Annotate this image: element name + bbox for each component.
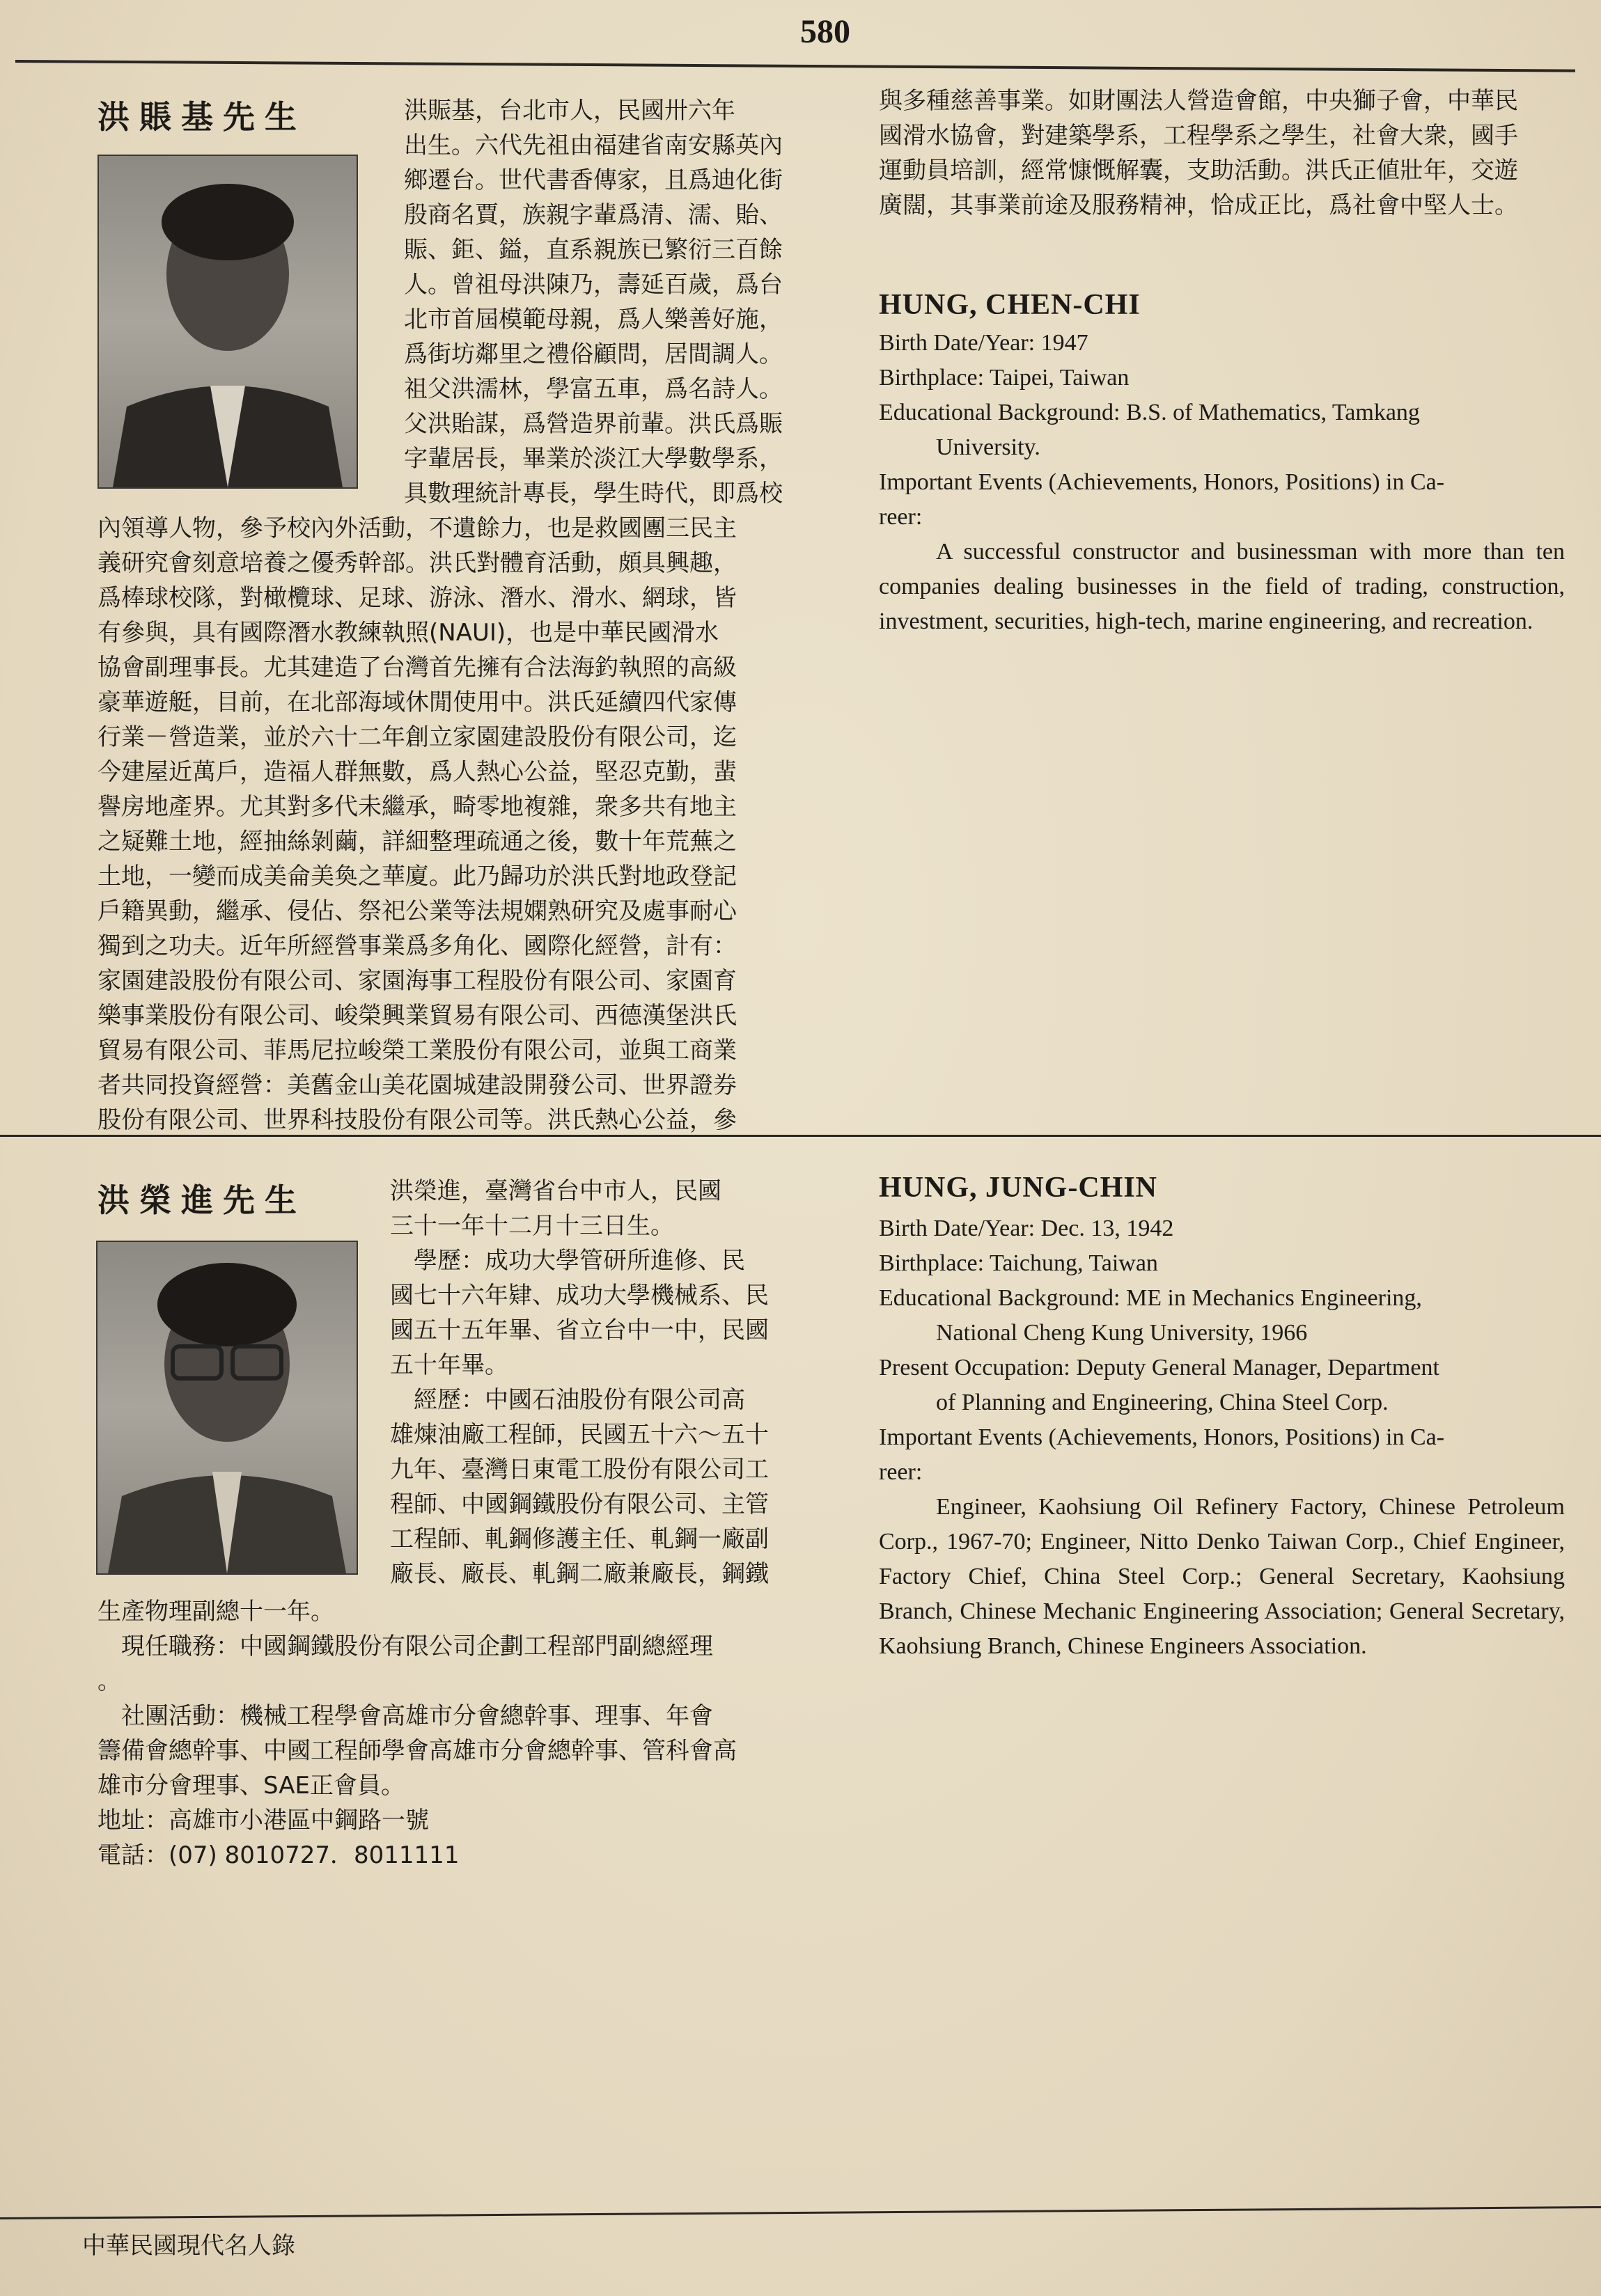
portrait-silhouette-icon (99, 156, 357, 487)
entry2-birthplace: Birthplace: Taichung, Taiwan (879, 1250, 1158, 1276)
entry1-bio-cn-lead: 洪賑基，台北市人，民國卅六年 出生。六代先祖由福建省南安縣英內 鄉遷台。世代書香傳家，且爲迪化街 殷商名賈，族親字輩爲清、濡、貽、 賑、鉅、鎰，直系親族已繁衍三百餘 人。曾祖母洪陳乃，壽延百歲，爲台 北市首屆模範母親，爲人樂善好施， 爲街坊鄰里之禮俗顧問，居間調人。 祖父洪濡林，學富五車，爲名詩人。 父洪貽謀，爲營造界前輩。洪氏爲賑 字輩居長，畢業於淡江大學數學系， 具數理統計專長，學生時代，即爲校 (404, 97, 783, 508)
entry2-en-details (879, 1211, 1565, 1664)
entry1-name-cn: 洪賬基先生 (97, 98, 306, 136)
entry2-education-cont: National Cheng Kung University, 1966 (936, 1320, 1308, 1346)
entry2-bio-cn-lead: 洪榮進，臺灣省台中市人，民國 三十一年十二月十三日生。 學歷：成功大學管研所進修、民 國七十六年肄、成功大學機械系、民 國五十五年畢、省立台中一中，民國 五十年畢。 經歷：中國石油股份有限公司高 雄煉油廠工程師，民國五十六～五十 九年、臺灣日東電工股份有限公司工 程師、中國鋼鐵股份有限公司、主管 工程師、軋鋼修護主任、軋鋼一廠副 廠長、廠長、軋鋼二廠兼廠長，鋼鐵 (390, 1177, 769, 1588)
entry2-occupation-cont: of Planning and Engineering, China Steel Corp. (936, 1390, 1389, 1415)
entry2-education: Educational Background: ME in Mechanics Engineering, (879, 1285, 1422, 1311)
entry1-bio-cn-rest: 內領導人物，參予校內外活動，不遺餘力，也是救國團三民主 義研究會刻意培養之優秀幹部。洪氏對體育活動，頗具興趣， 爲棒球校隊，對橄欖球、足球、游泳、潛水、滑水、網球，皆 有參與，具有國際潛水教練執照(NAUI)，也是中華民國滑水 協會副理事長。尤其建造了台灣首先擁有合法海釣執照的高級 豪華遊艇，目前，在北部海域休閒使用中。洪氏延續四代家傳 行業－營造業，並於六十二年創立家園建設股份有限公司，迄 今建屋近萬戶，造福人群無數，爲人熱心公益，堅忍克勤，蜚 譽房地產界。尤其對多代未繼承，畸零地複雜，衆多共有地主 之疑難土地，經抽絲剝繭，詳細整理疏通之後，數十年荒蕪之 土地，一變而成美侖美奐之華廈。此乃歸功於洪氏對地政登記 戶籍異動，繼承、侵佔、祭祀公業等法規嫻熟研究及處事耐心 獨到之功夫。近年所經營事業爲多角化、國際化經營，計有： 家園建設股份有限公司、家園海事工程股份有限公司、家園育 樂事業股份有限公司、峻榮興業貿易有限公司、西德漢堡洪氏 貿易有限公司、菲馬尼拉峻榮工業股份有限公司，並與工商業 者共同投資經營：美舊金山美花園城建設開發公司、世界證券 股份有限公司、世界科技股份有限公司等。洪氏熱心公益，參 (97, 514, 737, 1134)
entry2-occupation: Present Occupation: Deputy General Manager, Department (879, 1355, 1439, 1381)
entry1-events-body: A successful constructor and businessman with more than ten companies dealing businesses in the field of trading, construction, investment, securities, high-tech, marine engineering, and recreation. (879, 539, 1565, 634)
entry1-education-cont: University. (936, 434, 1040, 460)
entry2-birth: Birth Date/Year: Dec. 13, 1942 (879, 1216, 1174, 1241)
entry2-name-cn: 洪榮進先生 (97, 1181, 306, 1219)
entry1-portrait-photo (97, 155, 358, 489)
page-number: 580 (800, 13, 850, 50)
entry1-bio-cn-cont: 與多種慈善事業。如財團法人營造會館，中央獅子會，中華民 國滑水協會，對建築學系，工程學系之學生，社會大衆，國手 運動員培訓，經常慷慨解囊，支助活動。洪氏正値壯年，交遊 廣闊，其事業前途及服務精神，恰成正比，爲社會中堅人士。 (879, 87, 1518, 219)
entry1-name-en: HUNG, CHEN-CHI (879, 289, 1141, 321)
entry2-name-en: HUNG, JUNG-CHIN (879, 1172, 1157, 1204)
entry2-events-body: Engineer, Kaohsiung Oil Refinery Factory, Chinese Petroleum Corp., 1967-70; Engineer, Nitto Denko Taiwan Corp., Chief Engineer, Factory Chief, China Steel Corp.; General Secretary, Kaohsiung Branch, Chinese Mechanic Engineering Association; General Secretary, Kaohsiung Branch, Chinese Engineers Association. (879, 1494, 1565, 1659)
entry2-events-heading-cont: reer: (879, 1459, 923, 1485)
entry2-portrait-photo (96, 1241, 358, 1575)
entry1-en-details (879, 326, 1565, 639)
entry1-birthplace: Birthplace: Taipei, Taiwan (879, 365, 1130, 391)
entry1-education: Educational Background: B.S. of Mathematics, Tamkang (879, 400, 1420, 425)
entry2-bio-cn-rest: 生產物理副總十一年。 現任職務：中國鋼鐵股份有限公司企劃工程部門副總經理 。 社團活動：機械工程學會高雄市分會總幹事、理事、年會 籌備會總幹事、中國工程師學會高雄市分會總幹事、管科會高 雄市分會理事、SAE正會員。 地址：高雄市小港區中鋼路一號 電話：(07) 8010727．8011111 (97, 1598, 737, 1869)
entry1-events-heading: Important Events (Achievements, Honors, Positions) in Ca- (879, 469, 1445, 495)
portrait-silhouette-icon (97, 1242, 357, 1573)
entry1-birth: Birth Date/Year: 1947 (879, 330, 1088, 356)
section-divider (0, 1135, 1601, 1137)
footer-book-title: 中華民國現代名人錄 (82, 2232, 295, 2260)
entry1-events-heading-cont: reer: (879, 504, 923, 530)
entry2-events-heading: Important Events (Achievements, Honors, Positions) in Ca- (879, 1424, 1445, 1450)
